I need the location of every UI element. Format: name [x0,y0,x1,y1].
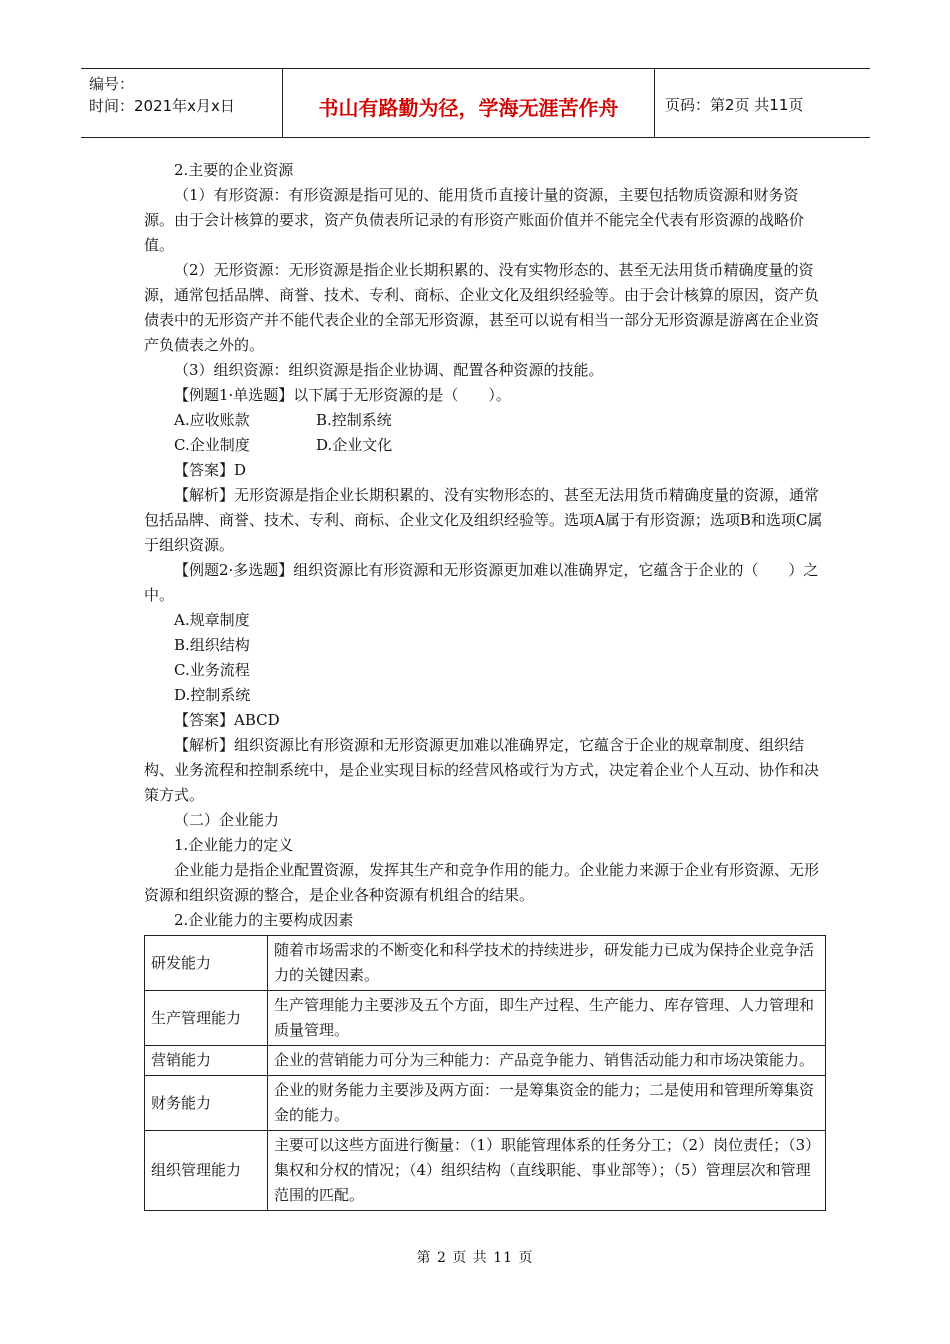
table-cell-name: 组织管理能力 [145,1131,268,1211]
code-label: 编号： [89,75,135,93]
paragraph-tangible: （1）有形资源：有形资源是指可见的、能用货币直接计量的资源，主要包括物质资源和财务资源。由于会计核算的要求，资产负债表所记录的有形资产账面价值并不能完全代表有形资源的战略价值。 [144,186,805,254]
header-page-info: 页码：第2页 共11页 [665,95,804,114]
option: A.规章制度 [174,611,250,629]
table-row [145,1046,826,1076]
table-cell-desc: 随着市场需求的不断变化和科学技术的持续进步，研发能力已成为保持企业竞争活力的关键因素。 [268,936,826,991]
option: B.控制系统 [316,411,392,429]
definition-text: 企业能力是指企业配置资源，发挥其生产和竞争作用的能力。企业能力来源于企业有形资源、无形资源和组织资源的整合，是企业各种资源有机组合的结果。 [144,861,820,904]
header-meta [81,69,283,137]
example2-question: 【例题2·多选题】组织资源比有形资源和无形资源更加难以准确界定，它蕴含于企业的（ ）之中。 [144,561,819,604]
option: B.组织结构 [174,636,250,654]
document-body [144,158,826,1211]
example2-answer: 【答案】ABCD [174,711,280,729]
capability-table [144,935,826,1211]
capability-title: （二）企业能力 [174,811,280,829]
option: C.企业制度 [174,436,250,454]
table-cell-desc: 生产管理能力主要涉及五个方面，即生产过程、生产能力、库存管理、人力管理和质量管理。 [268,991,826,1046]
table-row [145,936,826,991]
option: C.业务流程 [174,661,250,679]
paragraph-intangible: （2）无形资源：无形资源是指企业长期积累的、没有实物形态的、甚至无法用货币精确度量的资源，通常包括品牌、商誉、技术、专利、商标、企业文化及组织经验等。由于会计核算的原因，资产负债表中的无形资产并不能代表企业的全部无形资源，甚至可以说有相当一部分无形资源是游离在企业资产负债表之外的。 [144,261,820,354]
section-title: 2.主要的企业资源 [174,161,294,179]
table-row [145,1076,826,1131]
option: A.应收账款 [174,411,250,429]
example1-options-row2 [144,433,826,458]
table-row [145,1131,826,1211]
page-header [81,68,870,138]
date-line: 时间：2021年x月x日 [89,97,235,115]
table-cell-desc: 企业的财务能力主要涉及两方面：一是筹集资金的能力；二是使用和管理所筹集资金的能力。 [268,1076,826,1131]
paragraph-organizational: （3）组织资源：组织资源是指企业协调、配置各种资源的技能。 [174,361,604,379]
page-footer: 第 2 页 共 11 页 [416,1250,534,1266]
table-row [145,991,826,1046]
option: D.控制系统 [174,686,251,704]
option: D.企业文化 [316,436,393,454]
definition-title: 1.企业能力的定义 [174,836,294,854]
table-cell-name: 研发能力 [145,936,268,991]
table-cell-name: 财务能力 [145,1076,268,1131]
factors-title: 2.企业能力的主要构成因素 [174,911,354,929]
example1-analysis: 【解析】无形资源是指企业长期积累的、没有实物形态的、甚至无法用货币精确度量的资源，通常包括品牌、商誉、技术、专利、商标、企业文化及组织经验等。选项A属于有形资源；选项B和选项C属于组织资源。 [144,486,823,554]
table-cell-name: 营销能力 [145,1046,268,1076]
table-cell-name: 生产管理能力 [145,991,268,1046]
example1-question: 【例题1·单选题】以下属于无形资源的是（ ）。 [174,386,511,404]
table-cell-desc: 企业的营销能力可分为三种能力：产品竞争能力、销售活动能力和市场决策能力。 [268,1046,826,1076]
header-motto: 书山有路勤为径，学海无涯苦作舟 [283,69,655,137]
example2-analysis: 【解析】组织资源比有形资源和无形资源更加难以准确界定，它蕴含于企业的规章制度、组织结构、业务流程和控制系统中，是企业实现目标的经营风格或行为方式，决定着企业个人互动、协作和决策方式。 [144,736,820,804]
example1-options-row1 [144,408,826,433]
table-cell-desc: 主要可以这些方面进行衡量：（1）职能管理体系的任务分工；（2）岗位责任；（3）集权和分权的情况；（4）组织结构（直线职能、事业部等）；（5）管理层次和管理范围的匹配。 [268,1131,826,1211]
example1-answer: 【答案】D [174,461,247,479]
